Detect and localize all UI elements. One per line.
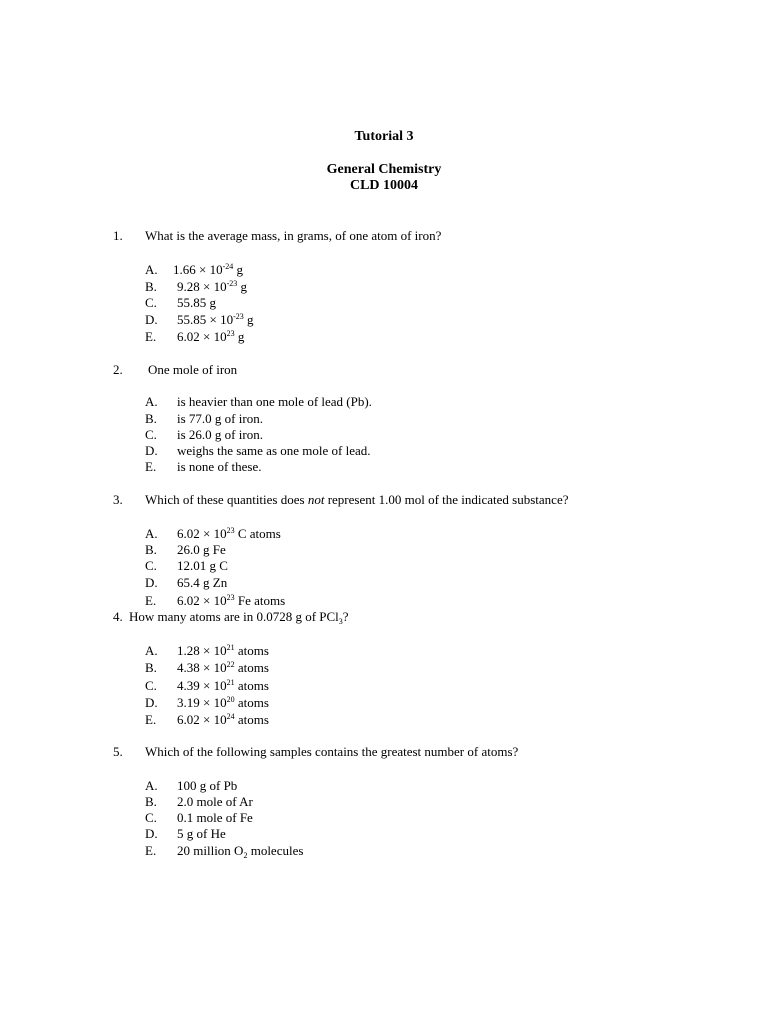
option-letter: A. bbox=[145, 643, 158, 658]
option-letter: A. bbox=[145, 526, 158, 541]
option-letter: D. bbox=[145, 312, 158, 327]
option-letter: C. bbox=[145, 427, 157, 442]
option-letter: A. bbox=[145, 262, 158, 277]
option-text: 20 million $O_2$ molecules bbox=[177, 843, 304, 860]
option-text: 26.0 g Fe bbox=[177, 542, 226, 557]
question-4-number: 4. bbox=[113, 609, 123, 624]
option-letter: D. bbox=[145, 443, 158, 458]
option-text: $9.28 \times 10^{-23}$ g bbox=[177, 279, 248, 294]
option-text: 2.0 mole of Ar bbox=[177, 794, 253, 809]
option-text: 100 g of Pb bbox=[177, 778, 238, 793]
option-letter: B. bbox=[145, 542, 157, 557]
question-1-text: What is the average mass, in grams, of one atom of iron? bbox=[145, 228, 442, 243]
option-letter: E. bbox=[145, 593, 157, 608]
question-5-number: 5. bbox=[113, 744, 123, 759]
option-letter: E. bbox=[145, 459, 157, 474]
question-2-number: 2. bbox=[113, 362, 123, 377]
option-text: weighs the same as one mole of lead. bbox=[177, 443, 371, 458]
option-text: $6.02 \times 10^{24}$ atoms bbox=[177, 712, 269, 727]
option-text: 65.4 g Zn bbox=[177, 575, 228, 590]
option-letter: D. bbox=[145, 575, 158, 590]
option-text: $4.39 \times 10^{21}$ atoms bbox=[177, 678, 269, 693]
option-text: $4.38 \times 10^{22}$ atoms bbox=[177, 660, 269, 675]
option-text: $6.02 \times 10^{23}$ C atoms bbox=[177, 526, 281, 541]
course-name: General Chemistry bbox=[326, 162, 442, 177]
option-text: 5 g of He bbox=[177, 826, 226, 841]
option-letter: B. bbox=[145, 279, 157, 294]
option-text: 0.1 mole of Fe bbox=[177, 810, 253, 825]
option-letter: A. bbox=[145, 778, 158, 793]
option-text: $6.02 \times 10^{23}$ Fe atoms bbox=[177, 593, 286, 608]
option-letter: B. bbox=[145, 660, 157, 675]
option-text: $1.28 \times 10^{21}$ atoms bbox=[177, 643, 269, 658]
question-1-number: 1. bbox=[113, 228, 123, 243]
option-text: $3.19 \times 10^{20}$ atoms bbox=[177, 695, 269, 710]
option-text: $55.85 \times 10^{-23}$ g bbox=[177, 312, 254, 327]
question-3-number: 3. bbox=[113, 492, 123, 507]
option-letter: E. bbox=[145, 329, 157, 344]
option-text: $6.02 \times 10^{23}$ g bbox=[177, 329, 245, 344]
option-letter: C. bbox=[145, 810, 157, 825]
question-5-text: Which of the following samples contains the greatest number of atoms? bbox=[145, 744, 519, 759]
option-text: 55.85 g bbox=[177, 295, 216, 310]
document-title: Tutorial 3 bbox=[354, 129, 414, 144]
option-letter: E. bbox=[145, 843, 157, 858]
option-letter: B. bbox=[145, 794, 157, 809]
question-2-text: One mole of iron bbox=[148, 362, 238, 377]
option-letter: C. bbox=[145, 558, 157, 573]
option-text: is none of these. bbox=[177, 459, 262, 474]
option-letter: E. bbox=[145, 712, 157, 727]
option-text: is heavier than one mole of lead (Pb). bbox=[177, 394, 372, 409]
course-code: CLD 10004 bbox=[349, 178, 419, 193]
option-text: $1.66 \times 10^{-24}$ g bbox=[173, 262, 244, 277]
option-letter: D. bbox=[145, 826, 158, 841]
option-letter: C. bbox=[145, 678, 157, 693]
option-text: is 26.0 g of iron. bbox=[177, 427, 263, 442]
option-letter: D. bbox=[145, 695, 158, 710]
option-letter: A. bbox=[145, 394, 158, 409]
option-text: 12.01 g C bbox=[177, 558, 228, 573]
option-letter: C. bbox=[145, 295, 157, 310]
question-4-text: How many atoms are in 0.0728 g of PCl$_3$? bbox=[129, 609, 349, 626]
option-letter: B. bbox=[145, 411, 157, 426]
question-3-text: Which of these quantities does not represent 1.00 mol of the indicated substance? bbox=[145, 492, 569, 507]
option-text: is 77.0 g of iron. bbox=[177, 411, 263, 426]
